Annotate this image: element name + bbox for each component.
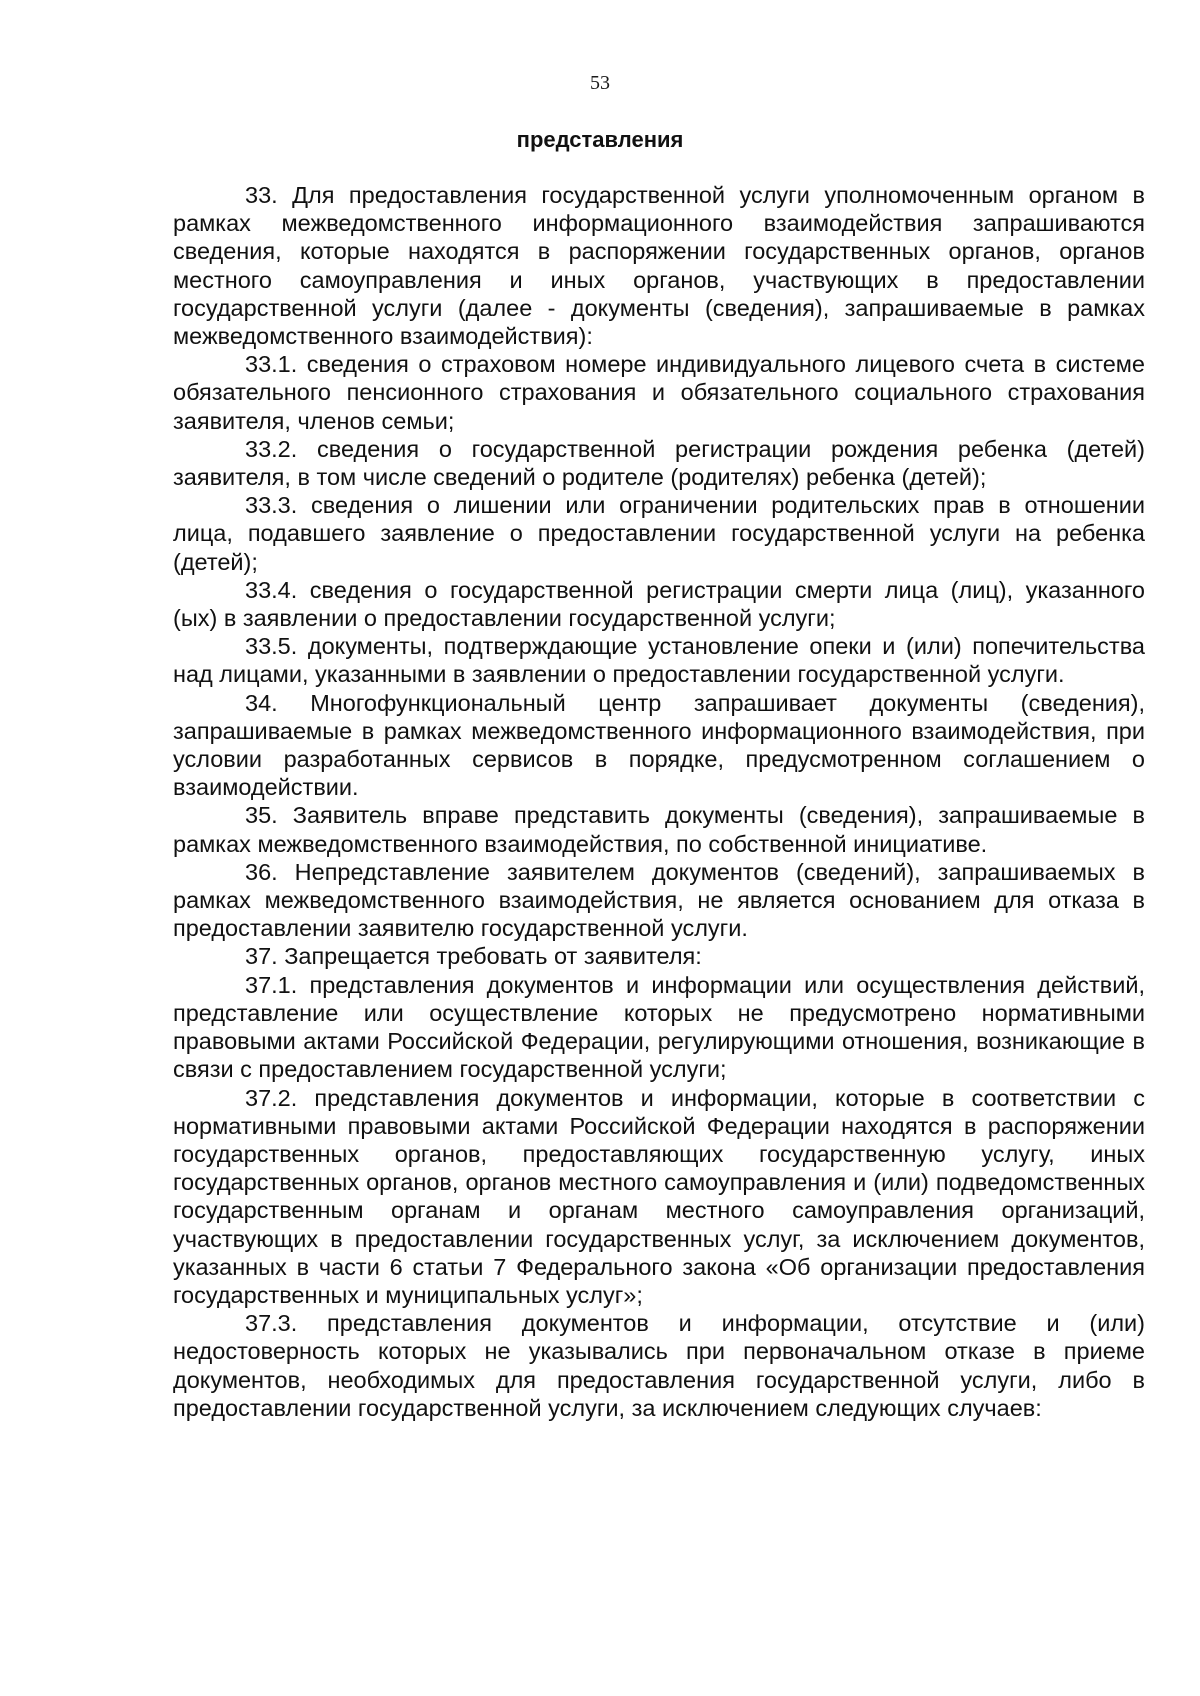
paragraph-33-1: 33.1. сведения о страховом номере индивидуального лицевого счета в системе обязательного пенсионного страхования и обязательного социального страхования заявителя, членов семьи;	[173, 351, 1145, 434]
document-body	[173, 181, 1145, 1422]
paragraph-33-5: 33.5. документы, подтверждающие установление опеки и (или) попечительства над лицами, указанными в заявлении о предоставлении государственной услуги.	[173, 633, 1145, 688]
paragraph-37-3: 37.3. представления документов и информации, отсутствие и (или) недостоверность которых не указывались при первоначальном отказе в приеме документов, необходимых для предоставления государственной услуги, либо в предоставлении государственной услуги, за исключением следующих случаев:	[173, 1310, 1145, 1421]
page-number: 53	[590, 72, 610, 94]
section-heading: представления	[516, 127, 684, 152]
paragraph-36: 36. Непредставление заявителем документов (сведений), запрашиваемых в рамках межведомственного взаимодействия, не является основанием для отказа в предоставлении заявителю государственной услуги.	[173, 858, 1145, 942]
paragraph-33: 33. Для предоставления государственной услуги уполномоченным органом в рамках межведомственного информационного взаимодействия запрашиваются сведения, которые находятся в распоряжении государственных органов, органов местного самоуправления и иных органов, участвующих в предоставлении государственной услуги (далее - документы (сведения), запрашиваемые в рамках межведомственного взаимодействия):	[173, 182, 1145, 350]
paragraph-35: 35. Заявитель вправе представить документы (сведения), запрашиваемые в рамках межведомственного взаимодействия, по собственной инициативе.	[173, 802, 1145, 857]
paragraph-33-2: 33.2. сведения о государственной регистрации рождения ребенка (детей) заявителя, в том числе сведений о родителе (родителях) ребенка (детей);	[173, 435, 1145, 491]
paragraph-37: 37. Запрещается требовать от заявителя:	[245, 943, 702, 970]
paragraph-34: 34. Многофункциональный центр запрашивает документы (сведения), запрашиваемые в рамках межведомственного информационного взаимодействия, при условии разработанных сервисов в порядке, предусмотренном соглашением о взаимодействии.	[173, 689, 1145, 801]
paragraph-33-3: 33.3. сведения о лишении или ограничении родительских прав в отношении лица, подавшего заявление о предоставлении государственной услуги на ребенка (детей);	[173, 492, 1145, 575]
paragraph-37-2: 37.2. представления документов и информации, которые в соответствии с нормативными правовыми актами Российской Федерации находятся в распоряжении государственных органов, предоставляющих государственную услугу, иных государственных органов, органов местного самоуправления и (или) подведомственных государственным органам и органам местного самоуправления организаций, участвующих в предоставлении государственных услуг, за исключением документов, указанных в части 6 статьи 7 Федерального закона «Об организации предоставления государственных и муниципальных услуг»;	[173, 1084, 1145, 1308]
paragraph-37-1: 37.1. представления документов и информации или осуществления действий, представление или осуществление которых не предусмотрено нормативными правовыми актами Российской Федерации, регулирующими отношения, возникающие в связи с предоставлением государственной услуги;	[173, 971, 1145, 1083]
paragraph-33-4: 33.4. сведения о государственной регистрации смерти лица (лиц), указанного (ых) в заявлении о предоставлении государственной услуги;	[173, 576, 1145, 632]
